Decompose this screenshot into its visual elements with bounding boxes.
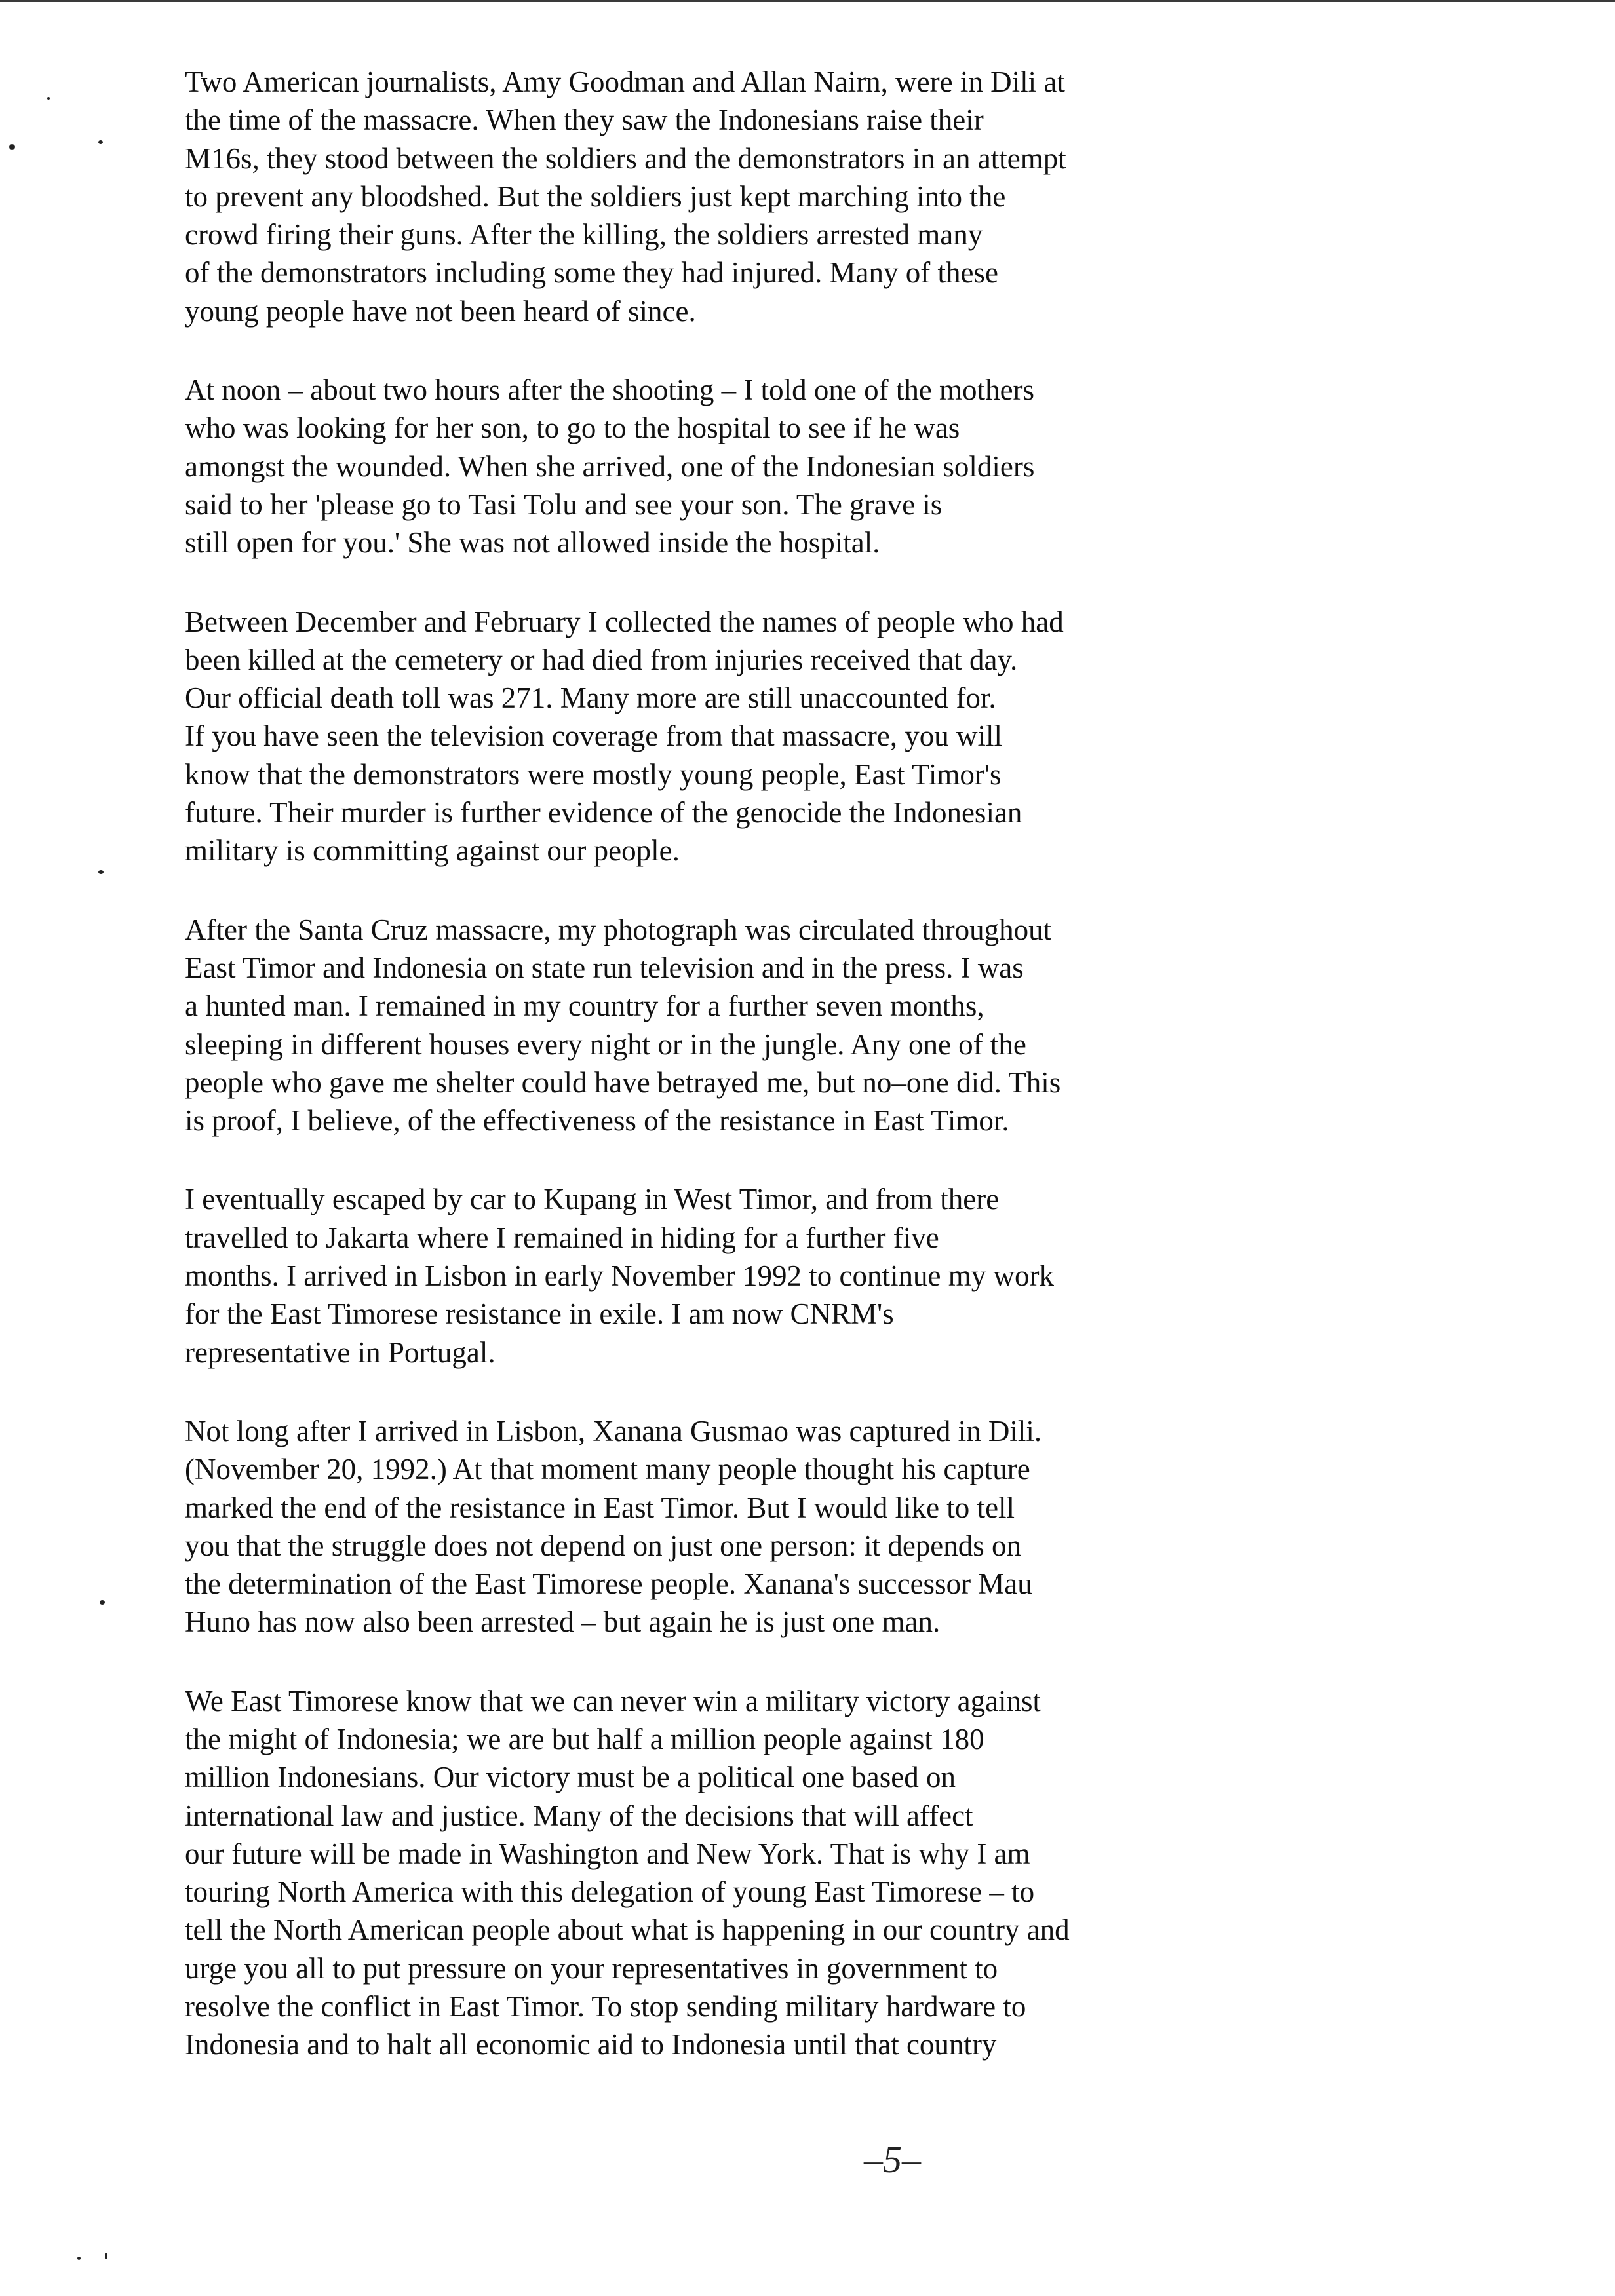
text-line: still open for you.' She was not allowed inside the hospital.	[185, 526, 880, 560]
text-line: urge you all to put pressure on your representatives in government to	[185, 1951, 998, 1985]
text-line: is proof, I believe, of the effectiveness of the resistance in East Timor.	[185, 1104, 1009, 1138]
text-line: you that the struggle does not depend on just one person: it depends on	[185, 1529, 1022, 1562]
text-line: said to her 'please go to Tasi Tolu and see your son. The grave is	[185, 488, 943, 521]
scan-speck	[98, 140, 103, 144]
paragraph	[185, 1412, 1430, 1641]
text-line: million Indonesians. Our victory must be a political one based on	[185, 1761, 956, 1794]
text-line: been killed at the cemetery or had died from injuries received that day.	[185, 643, 1018, 676]
text-line: months. I arrived in Lisbon in early November 1992 to continue my work	[185, 1259, 1054, 1293]
text-line: future. Their murder is further evidence of the genocide the Indonesian	[185, 796, 1022, 830]
text-line: touring North America with this delegation of young East Timorese – to	[185, 1875, 1035, 1909]
paragraph	[185, 63, 1430, 330]
text-line: who was looking for her son, to go to the hospital to see if he was	[185, 411, 960, 445]
text-line: for the East Timorese resistance in exile. I am now CNRM's	[185, 1297, 894, 1331]
text-line: our future will be made in Washington and New York. That is why I am	[185, 1837, 1030, 1870]
scan-speck	[77, 2257, 81, 2260]
text-line: people who gave me shelter could have betrayed me, but no–one did. This	[185, 1065, 1061, 1099]
text-line: We East Timorese know that we can never win a military victory against	[185, 1684, 1041, 1717]
text-line: crowd firing their guns. After the killing, the soldiers arrested many	[185, 218, 983, 252]
text-line: the time of the massacre. When they saw the Indonesians raise their	[185, 104, 984, 137]
text-line: international law and justice. Many of the decisions that will affect	[185, 1799, 973, 1832]
text-line: Indonesia and to halt all economic aid to Indonesia until that country	[185, 2028, 997, 2061]
text-line: (November 20, 1992.) At that moment many people thought his capture	[185, 1453, 1030, 1486]
paragraph	[185, 1180, 1430, 1371]
text-line: know that the demonstrators were mostly young people, East Timor's	[185, 757, 1002, 791]
text-line: Between December and February I collected the names of people who had	[185, 605, 1064, 638]
scan-speck	[98, 870, 104, 874]
scan-speck	[9, 144, 15, 150]
paragraph	[185, 1682, 1430, 2064]
text-line: Not long after I arrived in Lisbon, Xanana Gusmao was captured in Dili.	[185, 1414, 1042, 1447]
text-line: to prevent any bloodshed. But the soldiers just kept marching into the	[185, 180, 1006, 213]
text-line: travelled to Jakarta where I remained in hiding for a further five	[185, 1221, 939, 1254]
paragraph	[185, 911, 1430, 1140]
text-line: sleeping in different houses every night or in the jungle. Any one of the	[185, 1027, 1026, 1061]
text-line: amongst the wounded. When she arrived, one of the Indonesian soldiers	[185, 450, 1035, 483]
top-border-line	[0, 0, 1615, 2]
text-line: the determination of the East Timorese people. Xanana's successor Mau	[185, 1567, 1032, 1601]
text-line: of the demonstrators including some they had injured. Many of these	[185, 256, 998, 290]
page-number: –5–	[864, 2138, 921, 2181]
text-line: East Timor and Indonesia on state run television and in the press. I was	[185, 951, 1024, 984]
document-body	[185, 63, 1430, 2105]
text-line: If you have seen the television coverage from that massacre, you will	[185, 719, 1003, 753]
scan-speck	[105, 2253, 107, 2259]
scan-speck	[47, 97, 50, 100]
text-line: Huno has now also been arrested – but again he is just one man.	[185, 1605, 941, 1639]
text-line: Our official death toll was 271. Many more are still unaccounted for.	[185, 681, 996, 715]
text-line: a hunted man. I remained in my country for a further seven months,	[185, 989, 984, 1023]
text-line: representative in Portugal.	[185, 1335, 496, 1369]
text-line: At noon – about two hours after the shooting – I told one of the mothers	[185, 373, 1035, 407]
paragraph	[185, 603, 1430, 870]
text-line: marked the end of the resistance in East Timor. But I would like to tell	[185, 1491, 1015, 1524]
text-line: tell the North American people about what is happening in our country and	[185, 1913, 1070, 1947]
scan-speck	[100, 1600, 105, 1605]
paragraph	[185, 371, 1430, 562]
text-line: young people have not been heard of since.	[185, 294, 696, 328]
text-line: M16s, they stood between the soldiers and the demonstrators in an attempt	[185, 142, 1066, 175]
text-line: resolve the conflict in East Timor. To stop sending military hardware to	[185, 1990, 1026, 2023]
text-line: the might of Indonesia; we are but half a million people against 180	[185, 1722, 984, 1755]
text-line: After the Santa Cruz massacre, my photograph was circulated throughout	[185, 913, 1052, 946]
text-line: military is committing against our people.	[185, 834, 680, 868]
text-line: Two American journalists, Amy Goodman and Allan Nairn, were in Dili at	[185, 66, 1065, 98]
text-line: I eventually escaped by car to Kupang in West Timor, and from there	[185, 1183, 1000, 1216]
